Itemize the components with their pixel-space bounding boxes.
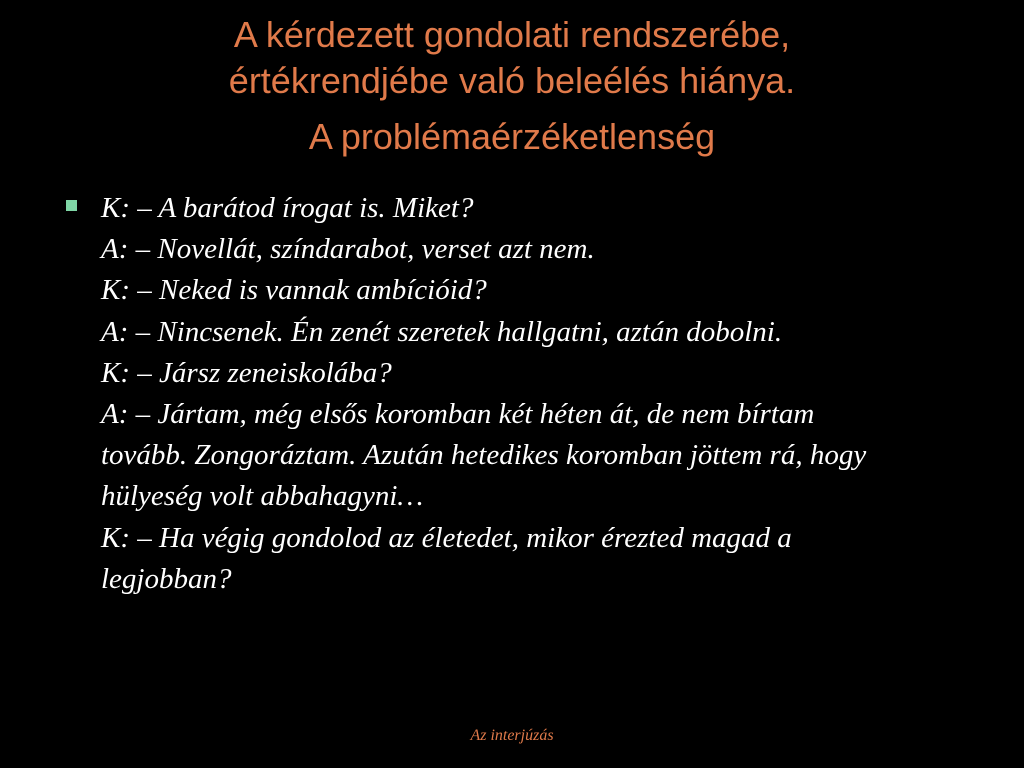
dialogue-line: K: – A barátod írogat is. Miket? xyxy=(101,192,474,224)
dialogue-line: K: – Neked is vannak ambícióid? xyxy=(101,274,487,307)
title-line-3: A problémaérzéketlenség xyxy=(308,116,716,157)
dialogue-line: A: – Jártam, még elsős koromban két héten át, de nem bírtam xyxy=(101,398,815,431)
dialogue-line: legjobban? xyxy=(101,562,232,595)
slide-title xyxy=(40,12,984,160)
dialogue-text xyxy=(101,188,991,600)
slide-footer: Az interjúzás xyxy=(470,727,554,744)
title-line-2: értékrendjébe való beleélés hiánya. xyxy=(228,60,796,101)
dialogue-line: A: – Nincsenek. Én zenét szeretek hallgatni, aztán dobolni. xyxy=(101,315,783,348)
dialogue-line: K: – Ha végig gondolod az életedet, mikor érezted magad a xyxy=(101,521,792,554)
title-line-1: A kérdezett gondolati rendszerébe, xyxy=(233,14,791,55)
dialogue-line: K: – Jársz zeneiskolába? xyxy=(101,356,392,389)
dialogue-line: hülyeség volt abbahagyni… xyxy=(101,480,424,513)
dialogue-line: tovább. Zongoráztam. Azután hetedikes koromban jöttem rá, hogy xyxy=(101,439,867,472)
dialogue-line: A: – Novellát, színdarabot, verset azt nem. xyxy=(101,233,595,266)
square-bullet-icon xyxy=(66,200,77,211)
